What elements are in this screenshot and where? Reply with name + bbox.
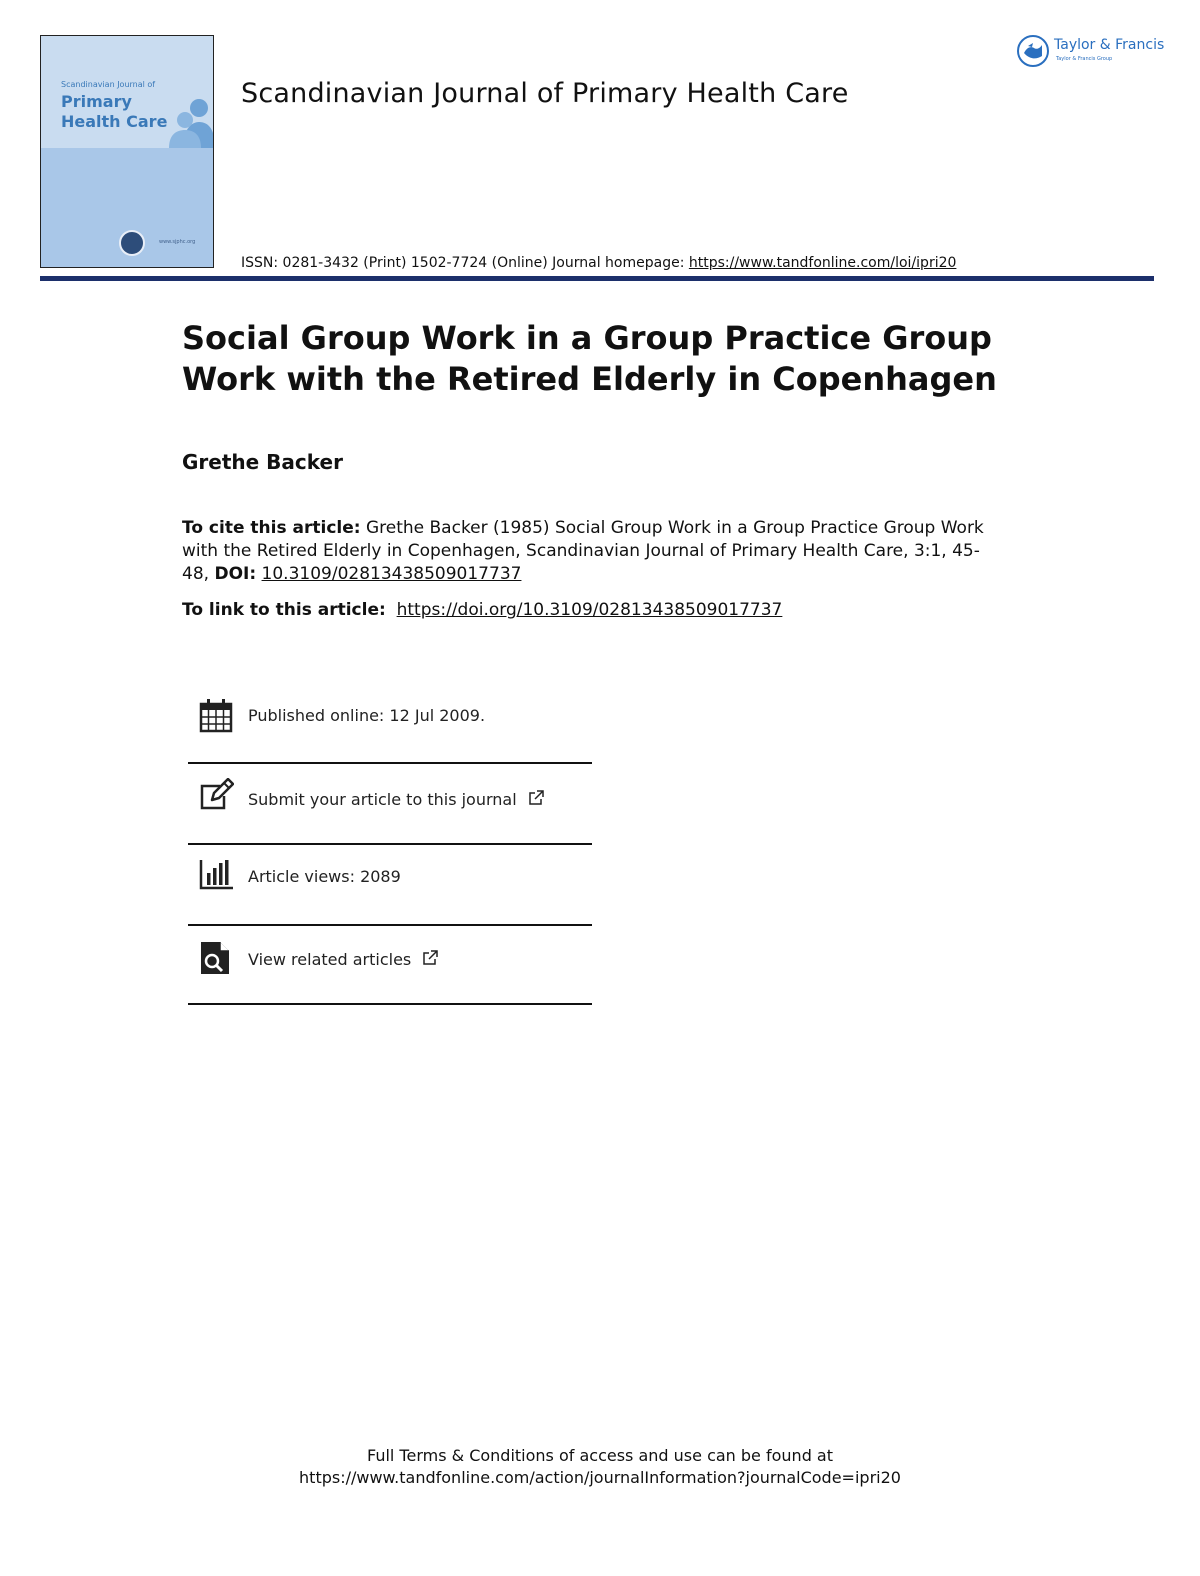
article-views-text: Article views: 2089 — [248, 867, 401, 886]
external-link-icon — [528, 790, 544, 806]
divider — [188, 1003, 592, 1005]
article-link-line — [182, 600, 782, 620]
journal-title: Scandinavian Journal of Primary Health Care — [241, 78, 849, 109]
citation-block — [182, 517, 1002, 586]
submit-article-link[interactable] — [248, 790, 544, 809]
cover-title-line2: Health Care — [61, 112, 168, 131]
published-online-row — [188, 698, 592, 758]
cover-title-line1: Primary — [61, 92, 132, 111]
cite-text: Grethe Backer (1985) Social Group Work in a Group Practice Group Work with the Retired Elderly in Copenhagen, Scandinavian Journal of Primary Health Care, 3:1, 45-48, — [182, 518, 984, 584]
footer — [0, 1445, 1200, 1489]
publisher-name: Taylor & Francis — [1054, 37, 1165, 53]
publisher-tagline: Taylor & Francis Group — [1056, 56, 1113, 62]
submit-article-text: Submit your article to this journal — [248, 790, 517, 809]
related-articles-link[interactable] — [248, 950, 438, 969]
taylor-francis-logo-icon — [1016, 34, 1050, 68]
submit-article-row[interactable] — [188, 778, 592, 838]
calendar-icon — [198, 698, 234, 734]
footer-terms-url[interactable]: https://www.tandfonline.com/action/journalInformation?journalCode=ipri20 — [299, 1468, 901, 1487]
publisher-logo[interactable] — [1016, 34, 1165, 70]
document-search-icon — [198, 940, 234, 976]
link-label: To link to this article: — [182, 600, 386, 620]
cover-url: www.sjphc.org — [159, 239, 196, 245]
issn-text: ISSN: 0281-3432 (Print) 1502-7724 (Online) Journal homepage: — [241, 255, 689, 271]
cover-publisher-logo — [119, 230, 145, 256]
article-doi-url-link[interactable]: https://doi.org/10.3109/02813438509017737 — [396, 600, 783, 620]
article-author: Grethe Backer — [182, 450, 343, 474]
people-icon — [169, 96, 214, 148]
journal-homepage-link[interactable]: https://www.tandfonline.com/loi/ipri20 — [688, 255, 957, 271]
cover-title — [61, 92, 167, 132]
footer-terms-text: Full Terms & Conditions of access and use can be found at — [366, 1446, 834, 1465]
divider — [188, 762, 592, 764]
doi-link[interactable]: 10.3109/02813438509017737 — [261, 564, 522, 584]
article-views-row — [188, 857, 592, 917]
divider — [188, 924, 592, 926]
article-title: Social Group Work in a Group Practice Group Work with the Retired Elderly in Copenhagen — [182, 319, 997, 398]
doi-label: DOI: — [214, 564, 257, 584]
bar-chart-icon — [198, 857, 234, 893]
header-rule — [40, 276, 1154, 281]
issn-line — [241, 255, 956, 271]
related-articles-row[interactable] — [188, 940, 592, 1000]
edit-icon — [198, 778, 234, 814]
published-online-text: Published online: 12 Jul 2009. — [248, 706, 486, 725]
related-articles-text: View related articles — [248, 950, 412, 969]
external-link-icon — [422, 950, 438, 966]
journal-cover — [40, 35, 214, 268]
divider — [188, 843, 592, 845]
cite-label: To cite this article: — [182, 518, 361, 538]
cover-small-text: Scandinavian Journal of — [61, 80, 156, 89]
